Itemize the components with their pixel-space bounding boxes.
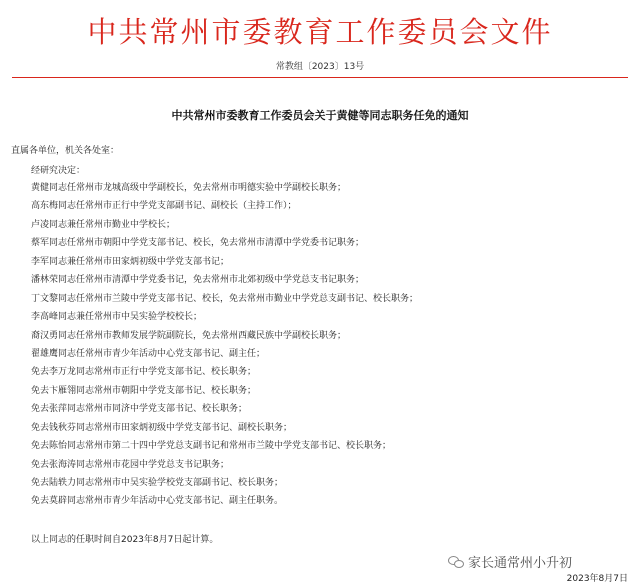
document-number: 常教组〔2023〕13号 [275, 62, 365, 72]
list-item: 免去李万龙同志常州市正行中学党支部书记、校长职务； [31, 367, 257, 378]
list-item: 丁文黎同志任常州市兰陵中学党支部书记、校长，免去常州市勤业中学党总支副书记、校长职务； [31, 293, 419, 304]
list-item: 裔汉勇同志任常州市教师发展学院副院长，免去常州西藏民族中学副校长职务； [31, 330, 347, 341]
date-stamp: 2023年8月7日 [566, 574, 628, 584]
notice-closing: 以上同志的任职时间自2023年8月7日起计算。 [31, 535, 219, 545]
appointment-list [31, 182, 611, 514]
list-item: 翟雄鹰同志任常州市青少年活动中心党支部书记、副主任； [31, 348, 266, 359]
list-item: 蔡军同志任常州市朝阳中学党支部书记、校长，免去常州市清潭中学党委书记职务； [31, 238, 365, 249]
list-item: 黄健同志任常州市龙城高级中学副校长，免去常州市明德实验中学副校长职务； [31, 183, 347, 193]
header-divider [12, 77, 628, 78]
list-item: 李高峰同志兼任常州市中吴实验学校校长； [31, 312, 203, 323]
notice-recipients: 直属各单位，机关各处室： [11, 146, 120, 156]
list-item: 免去钱秋芬同志常州市田家炳初级中学党支部书记、副校长职务； [31, 422, 293, 433]
wechat-icon [448, 556, 464, 568]
watermark [448, 552, 572, 571]
watermark-text: 家长通常州小升初 [468, 556, 573, 571]
list-item: 免去莫辟同志常州市青少年活动中心党支部书记、副主任职务。 [31, 496, 284, 507]
list-item: 免去陈怡同志常州市第二十四中学党总支副书记和常州市兰陵中学党支部书记、校长职务； [31, 441, 392, 452]
notice-title: 中共常州市委教育工作委员会关于黄健等同志职务任免的通知 [171, 109, 469, 122]
document-header-title: 中共常州市委教育工作委员会文件 [87, 15, 553, 49]
list-item: 免去陆轶力同志常州市中吴实验学校党支部副书记、校长职务； [31, 478, 284, 488]
list-item: 免去张萍同志常州市同济中学党支部书记、校长职务； [31, 404, 248, 415]
list-item: 李军同志兼任常州市田家炳初级中学党支部书记； [31, 256, 230, 267]
list-item: 高东梅同志任常州市正行中学党支部副书记、副校长（主持工作）； [31, 201, 297, 212]
list-item: 潘林荣同志任常州市清潭中学党委书记，免去常州市北郊初级中学党总支书记职务； [31, 275, 365, 286]
list-item: 卢凌同志兼任常州市勤业中学校长； [31, 219, 176, 230]
list-item: 免去张海涛同志常州市花园中学党总支书记职务； [31, 459, 230, 470]
list-item: 免去卞雁翎同志常州市朝阳中学党支部书记、校长职务； [31, 385, 257, 396]
notice-intro: 经研究决定： [31, 166, 86, 176]
